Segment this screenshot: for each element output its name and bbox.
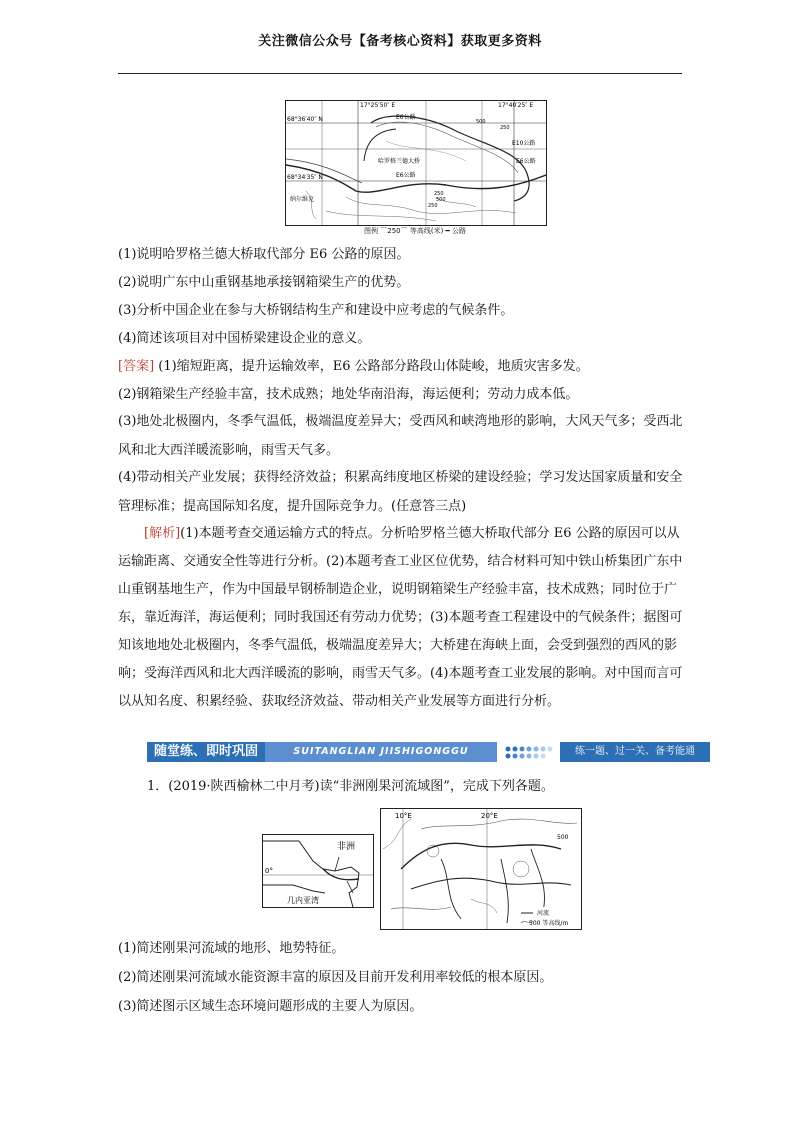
- africa-inset-map: [262, 834, 374, 908]
- map1-legend: 图例 ⌒250⌒ 等高线(米) ━ 公路: [364, 227, 466, 235]
- map1-c250c: 250: [428, 203, 438, 209]
- map1-lon-left: 17°25′50″ E: [360, 102, 396, 109]
- map1-lat-bottom: 68°34′35″ N: [287, 174, 323, 181]
- bridge-map: [285, 100, 547, 226]
- q2-item-3: (3)简述图示区域生态环境问题形成的主要人为原因。: [118, 999, 423, 1014]
- map2-c500: 500: [557, 834, 569, 841]
- map1-road-e6-2: E6公路: [516, 158, 536, 165]
- map2-legend-contour: 500 等高线/m: [529, 920, 569, 927]
- inset-gulf: 几内亚湾: [287, 896, 319, 905]
- practice-banner: [147, 742, 710, 762]
- answer-2: (2)钢箱梁生产经验丰富，技术成熟；地处华南沿海，海运便利；劳动力成本低。: [118, 387, 579, 402]
- map1-town: 纳尔维克: [290, 196, 315, 203]
- answer-3: (3)地处北极圈内，冬季气温低，极端温度差异大；受西风和峡湾地形的影响，大风天气多；受西北风和北大西洋暖流影响，雨雪天气多。: [118, 414, 683, 458]
- africa-inset-drawing: [263, 835, 373, 907]
- map2-lon2: 20°E: [481, 812, 498, 820]
- inset-africa: 非洲: [337, 842, 356, 852]
- map2-legend-river: 河流: [537, 910, 550, 917]
- congo-basin-drawing: [381, 809, 581, 929]
- q2-stem: 1．(2019·陕西榆林二中月考)读“非洲刚果河流域图”，完成下列各题。: [147, 779, 554, 794]
- q2-item-2: (2)简述刚果河流域水能资源丰富的原因及目前开发利用率较低的根本原因。: [118, 970, 553, 985]
- map1-c250: 250: [500, 125, 510, 131]
- map1-bridge: 哈罗格兰德大桥: [378, 158, 421, 165]
- map1-lat-top: 68°36′40″ N: [287, 116, 323, 123]
- answer-tag: [答案]: [118, 359, 155, 374]
- answer-1: [118, 359, 688, 374]
- question-1-3: (3)分析中国企业在参与大桥钢结构生产和建设中应考虑的气候条件。: [118, 303, 514, 318]
- map1-lon-right: 17°40′25″ E: [498, 102, 534, 109]
- inset-zero: 0°: [265, 867, 273, 875]
- banner-mid: SUITANGLIAN JIISHIGONGGU: [265, 742, 497, 762]
- map1-road-e6: E6公路: [396, 114, 416, 121]
- map1-c500: 500: [476, 119, 486, 125]
- map1-c500b: 500: [436, 197, 446, 203]
- map1-road-e10: E10公路: [512, 140, 536, 147]
- analysis-tag: [解析]: [144, 526, 181, 541]
- bridge-map-drawing: [286, 101, 546, 225]
- header-rule: [118, 73, 682, 74]
- analysis-text: (1)本题考查交通运输方式的特点。分析哈罗格兰德大桥取代部分 E6 公路的原因可以从运输距离、交通安全性等进行分析。(2)本题考查工业区位优势，结合材料可知中铁山桥集团广东中山重钢基地生产，作为中国最早钢桥制造企业，说明钢箱梁生产经验丰富，技术成熟；同时位于广东，靠近海洋，海运便利；同时我国还有劳动力优势；(3)本题考查工程建设中的气候条件；据图可知该地地处北极圈内，冬季气温低，极端温度差异大；大桥建在海峡上面，会受到强烈的西风的影响；受海洋西风和北大西洋暖流的影响，雨雪天气多。(4)本题考查工业发展的影响。对中国而言可以从知名度、积累经验、获取经济效益、带动相关产业发展等方面进行分析。: [118, 526, 683, 709]
- answer-4: (4)带动相关产业发展；获得经济效益；积累高纬度地区桥梁的建设经验；学习发达国家质量和安全管理标准；提高国际知名度，提升国际竞争力。(任意答三点): [118, 470, 683, 514]
- map1-e6-label: E6公路: [396, 172, 416, 179]
- answer-1-text: (1)缩短距离，提升运输效率，E6 公路部分路段山体陡峻，地质灾害多发。: [158, 359, 589, 374]
- congo-basin-map: [380, 808, 582, 930]
- banner-left: 随堂练、即时巩固: [147, 742, 265, 762]
- question-1-4: (4)简述该项目对中国桥梁建设企业的意义。: [118, 331, 371, 346]
- map1-c250b: 250: [434, 191, 444, 197]
- analysis: [118, 520, 684, 716]
- page-header: 关注微信公众号【备考核心资料】获取更多资料: [258, 34, 542, 49]
- question-1-2: (2)说明广东中山重钢基地承接钢箱梁生产的优势。: [118, 275, 410, 290]
- q2-item-1: (1)简述刚果河流域的地形、地势特征。: [118, 941, 345, 956]
- map2-lon1: 10°E: [395, 812, 412, 820]
- question-1-1: (1)说明哈罗格兰德大桥取代部分 E6 公路的原因。: [118, 247, 410, 262]
- banner-right: 练一题、过一关、备考能通: [560, 742, 710, 762]
